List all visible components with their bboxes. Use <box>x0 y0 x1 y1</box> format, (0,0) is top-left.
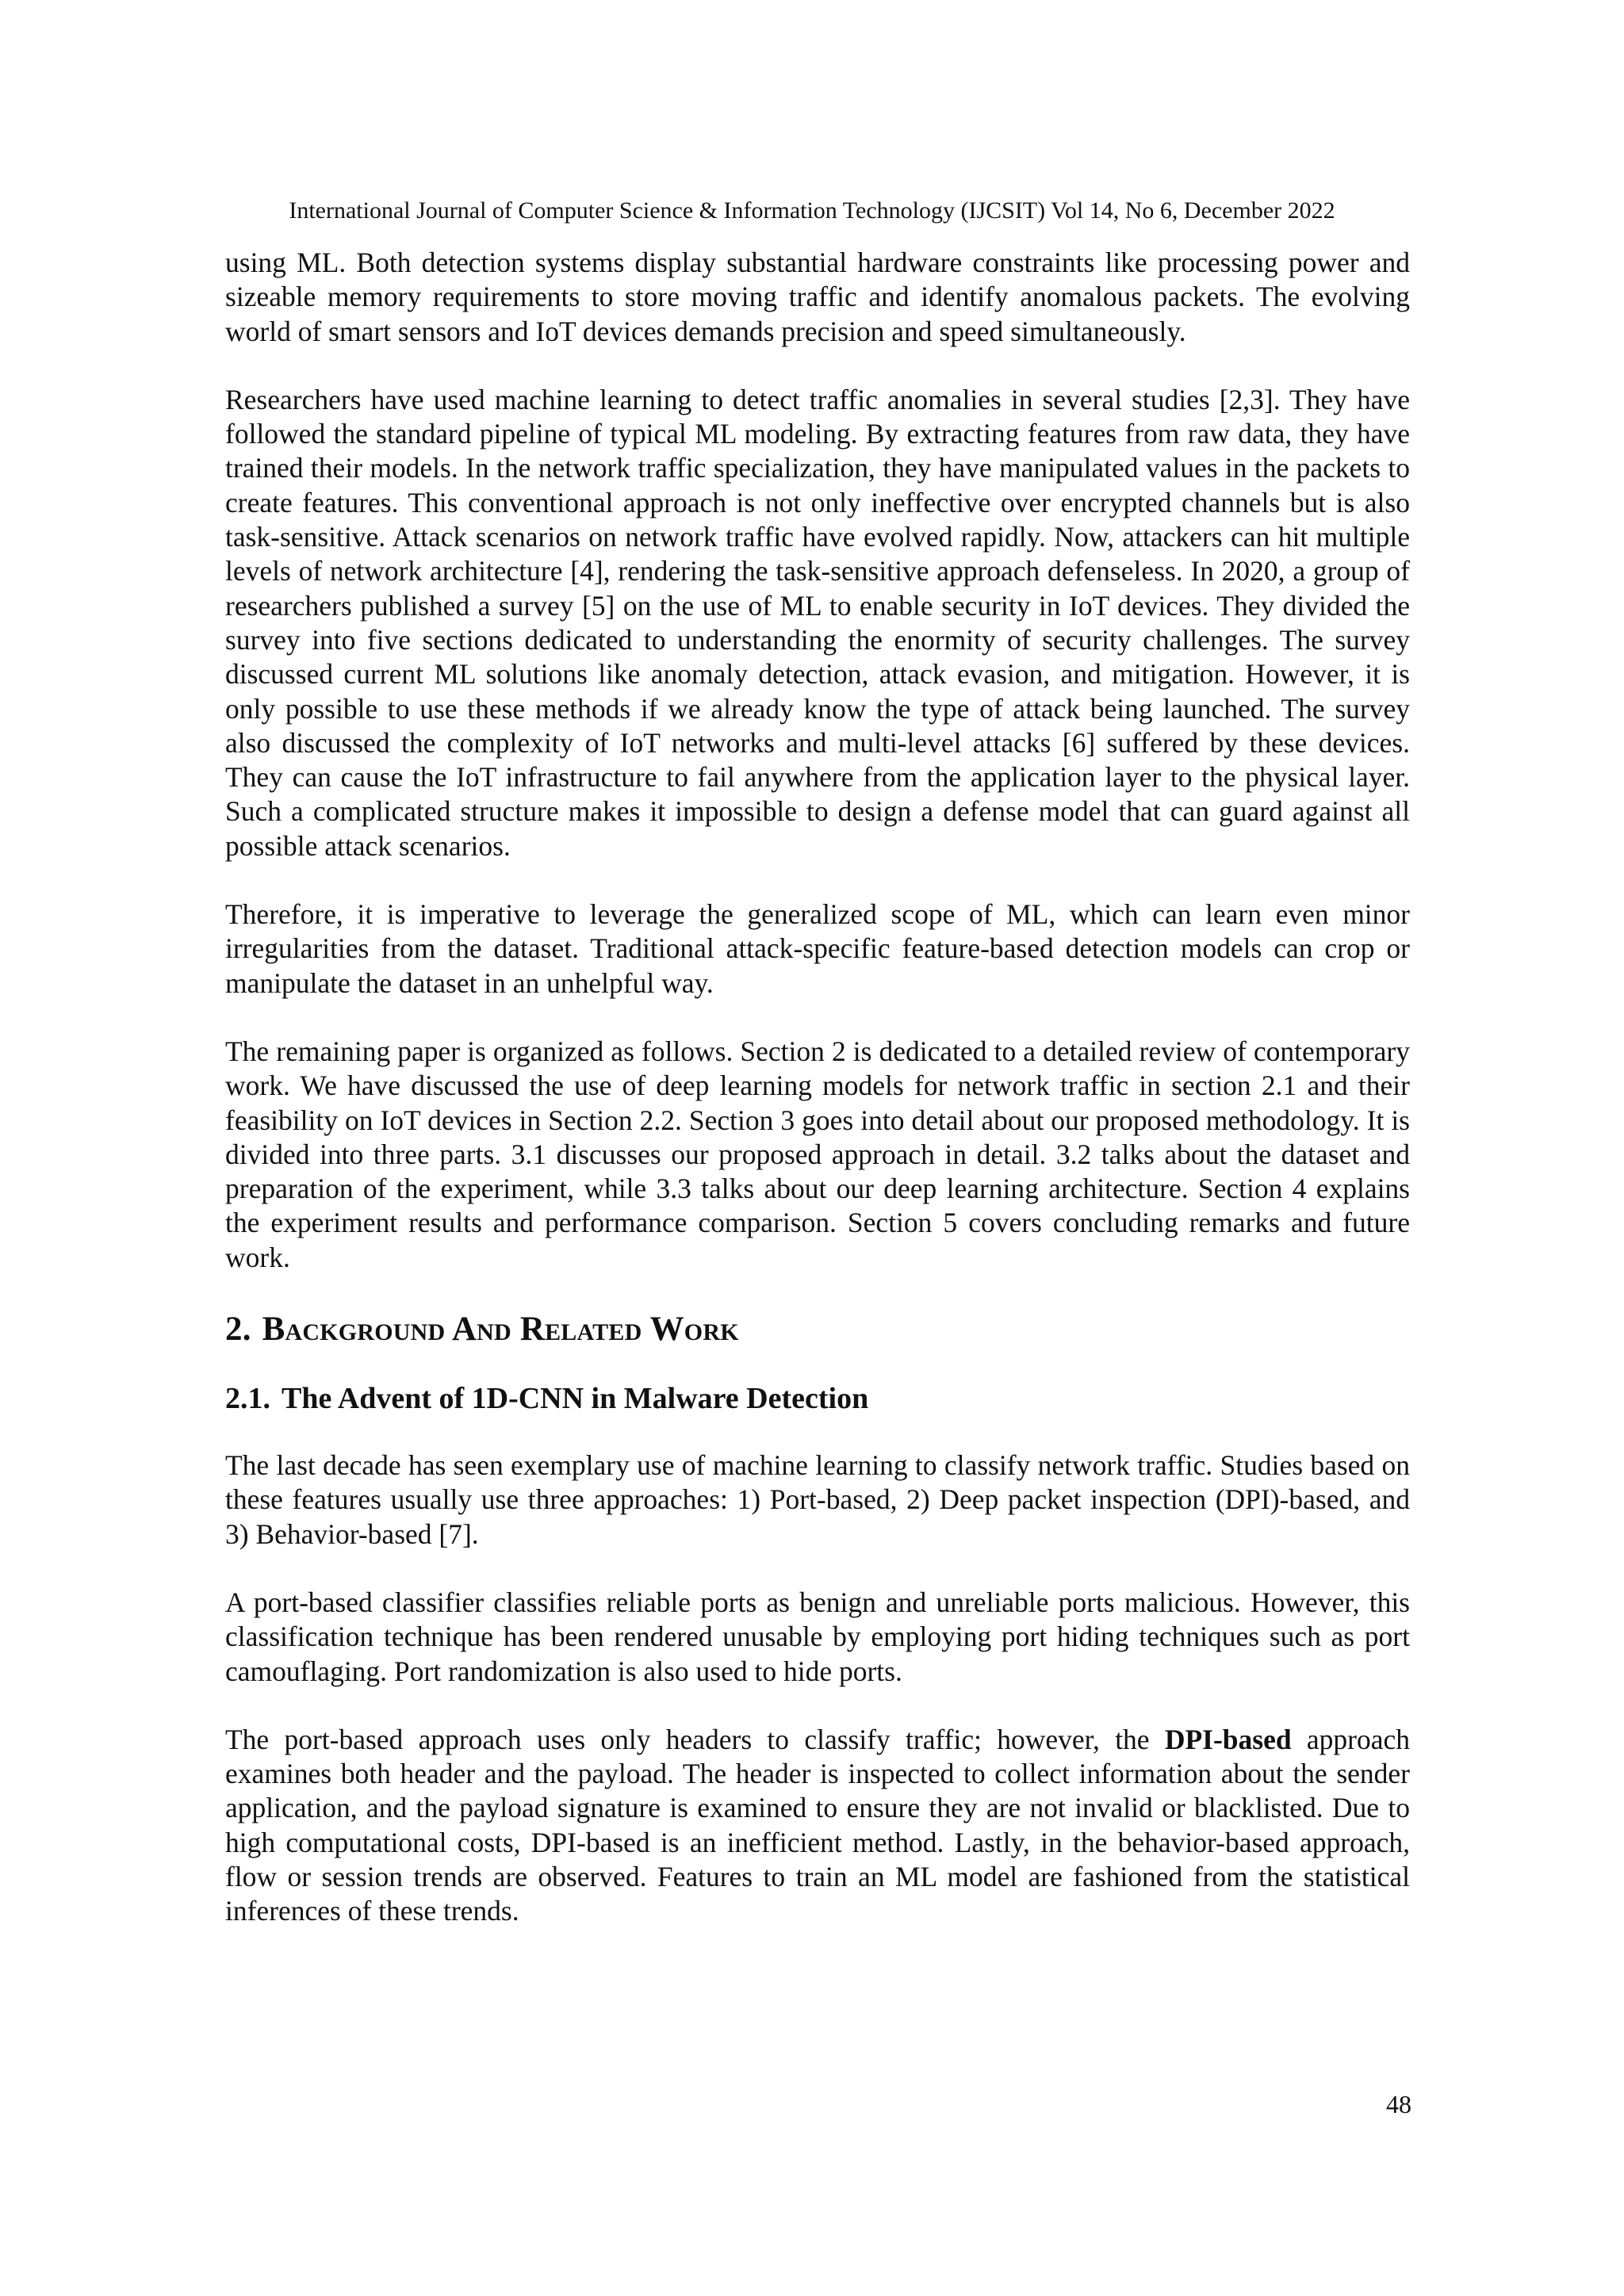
section-number: 2. <box>225 1311 251 1349</box>
paragraph-intro-continuation: using ML. Both detection systems display substantial hardware constraints like processing power and sizeable memory requirements to store moving traffic and identify anomalous packets. The evolving world of smart sensors and IoT devices demands precision and speed simultaneously. <box>225 247 1410 347</box>
paragraph-dpi-based-approach <box>225 1723 1410 1929</box>
section-title: Background And Related Work <box>262 1311 739 1349</box>
paragraph-traffic-classification-approaches: The last decade has seen exemplary use of machine learning to classify network traffic. Studies based on these features usually use three approaches: 1) Port-based, 2) Deep packet inspection (DPI)-based, and 3) Behavior-based [7]. <box>225 1449 1410 1550</box>
paragraph-ml-anomaly-studies: Researchers have used machine learning to detect traffic anomalies in several studies [2,3]. They have followed the standard pipeline of typical ML modeling. By extracting features from raw data, they have trained their models. In the network traffic specialization, they have manipulated values in the packets to create features. This conventional approach is not only ineffective over encrypted channels but is also task-sensitive. Attack scenarios on network traffic have evolved rapidly. Now, attackers can hit multiple levels of network architecture [4], rendering the task-sensitive approach defenseless. In 2020, a group of researchers published a survey [5] on the use of ML to enable security in IoT devices. They divided the survey into five sections dedicated to understanding the enormity of security challenges. The survey discussed current ML solutions like anomaly detection, attack evasion, and mitigation. However, it is only possible to use these methods if we already know the type of attack being launched. The survey also discussed the complexity of IoT networks and multi-level attacks [6] suffered by these devices. They can cause the IoT infrastructure to fail anywhere from the application layer to the physical layer. Such a complicated structure makes it impossible to design a defense model that can guard against all possible attack scenarios. <box>225 383 1410 862</box>
paragraph-generalized-ml: Therefore, it is imperative to leverage the generalized scope of ML, which can learn even minor irregularities from the dataset. Traditional attack-specific feature-based detection models can crop or manipulate the dataset in an unhelpful way. <box>225 898 1410 999</box>
section-heading-background <box>225 1309 1410 1350</box>
dpi-text-after: approach examines both header and the payload. The header is inspected to collect information about the sender application, and the payload signature is examined to ensure they are not invalid or blacklisted. Due to high computational costs, DPI-based is an inefficient method. Lastly, in the behavior-based approach, flow or session trends are observed. Features to train an ML model are fashioned from the statistical inferences of these trends. <box>225 1723 1410 1927</box>
page-number: 48 <box>1386 2090 1411 2118</box>
dpi-bold-term: DPI-based <box>1164 1723 1292 1755</box>
dpi-text-before: The port-based approach uses only headers to classify traffic; however, the <box>225 1723 1165 1755</box>
running-header: International Journal of Computer Science & Information Technology (IJCSIT) Vol 14, No 6, December 2022 <box>289 197 1335 224</box>
subsection-title: The Advent of 1D-CNN in Malware Detection <box>282 1382 869 1416</box>
paragraph-port-based-classifier: A port-based classifier classifies reliable ports as benign and unreliable ports malicious. However, this classification technique has been rendered unusable by employing port hiding techniques such as port camouflaging. Port randomization is also used to hide ports. <box>225 1586 1410 1687</box>
subsection-heading-1d-cnn <box>225 1380 1410 1417</box>
paragraph-paper-organization: The remaining paper is organized as follows. Section 2 is dedicated to a detailed review of contemporary work. We have discussed the use of deep learning models for network traffic in section 2.1 and their feasibility on IoT devices in Section 2.2. Section 3 goes into detail about our proposed methodology. It is divided into three parts. 3.1 discusses our proposed approach in detail. 3.2 talks about the dataset and preparation of the experiment, while 3.3 talks about our deep learning architecture. Section 4 explains the experiment results and performance comparison. Section 5 covers concluding remarks and future work. <box>225 1035 1410 1273</box>
main-content <box>225 246 1410 1963</box>
subsection-number: 2.1. <box>225 1382 270 1416</box>
